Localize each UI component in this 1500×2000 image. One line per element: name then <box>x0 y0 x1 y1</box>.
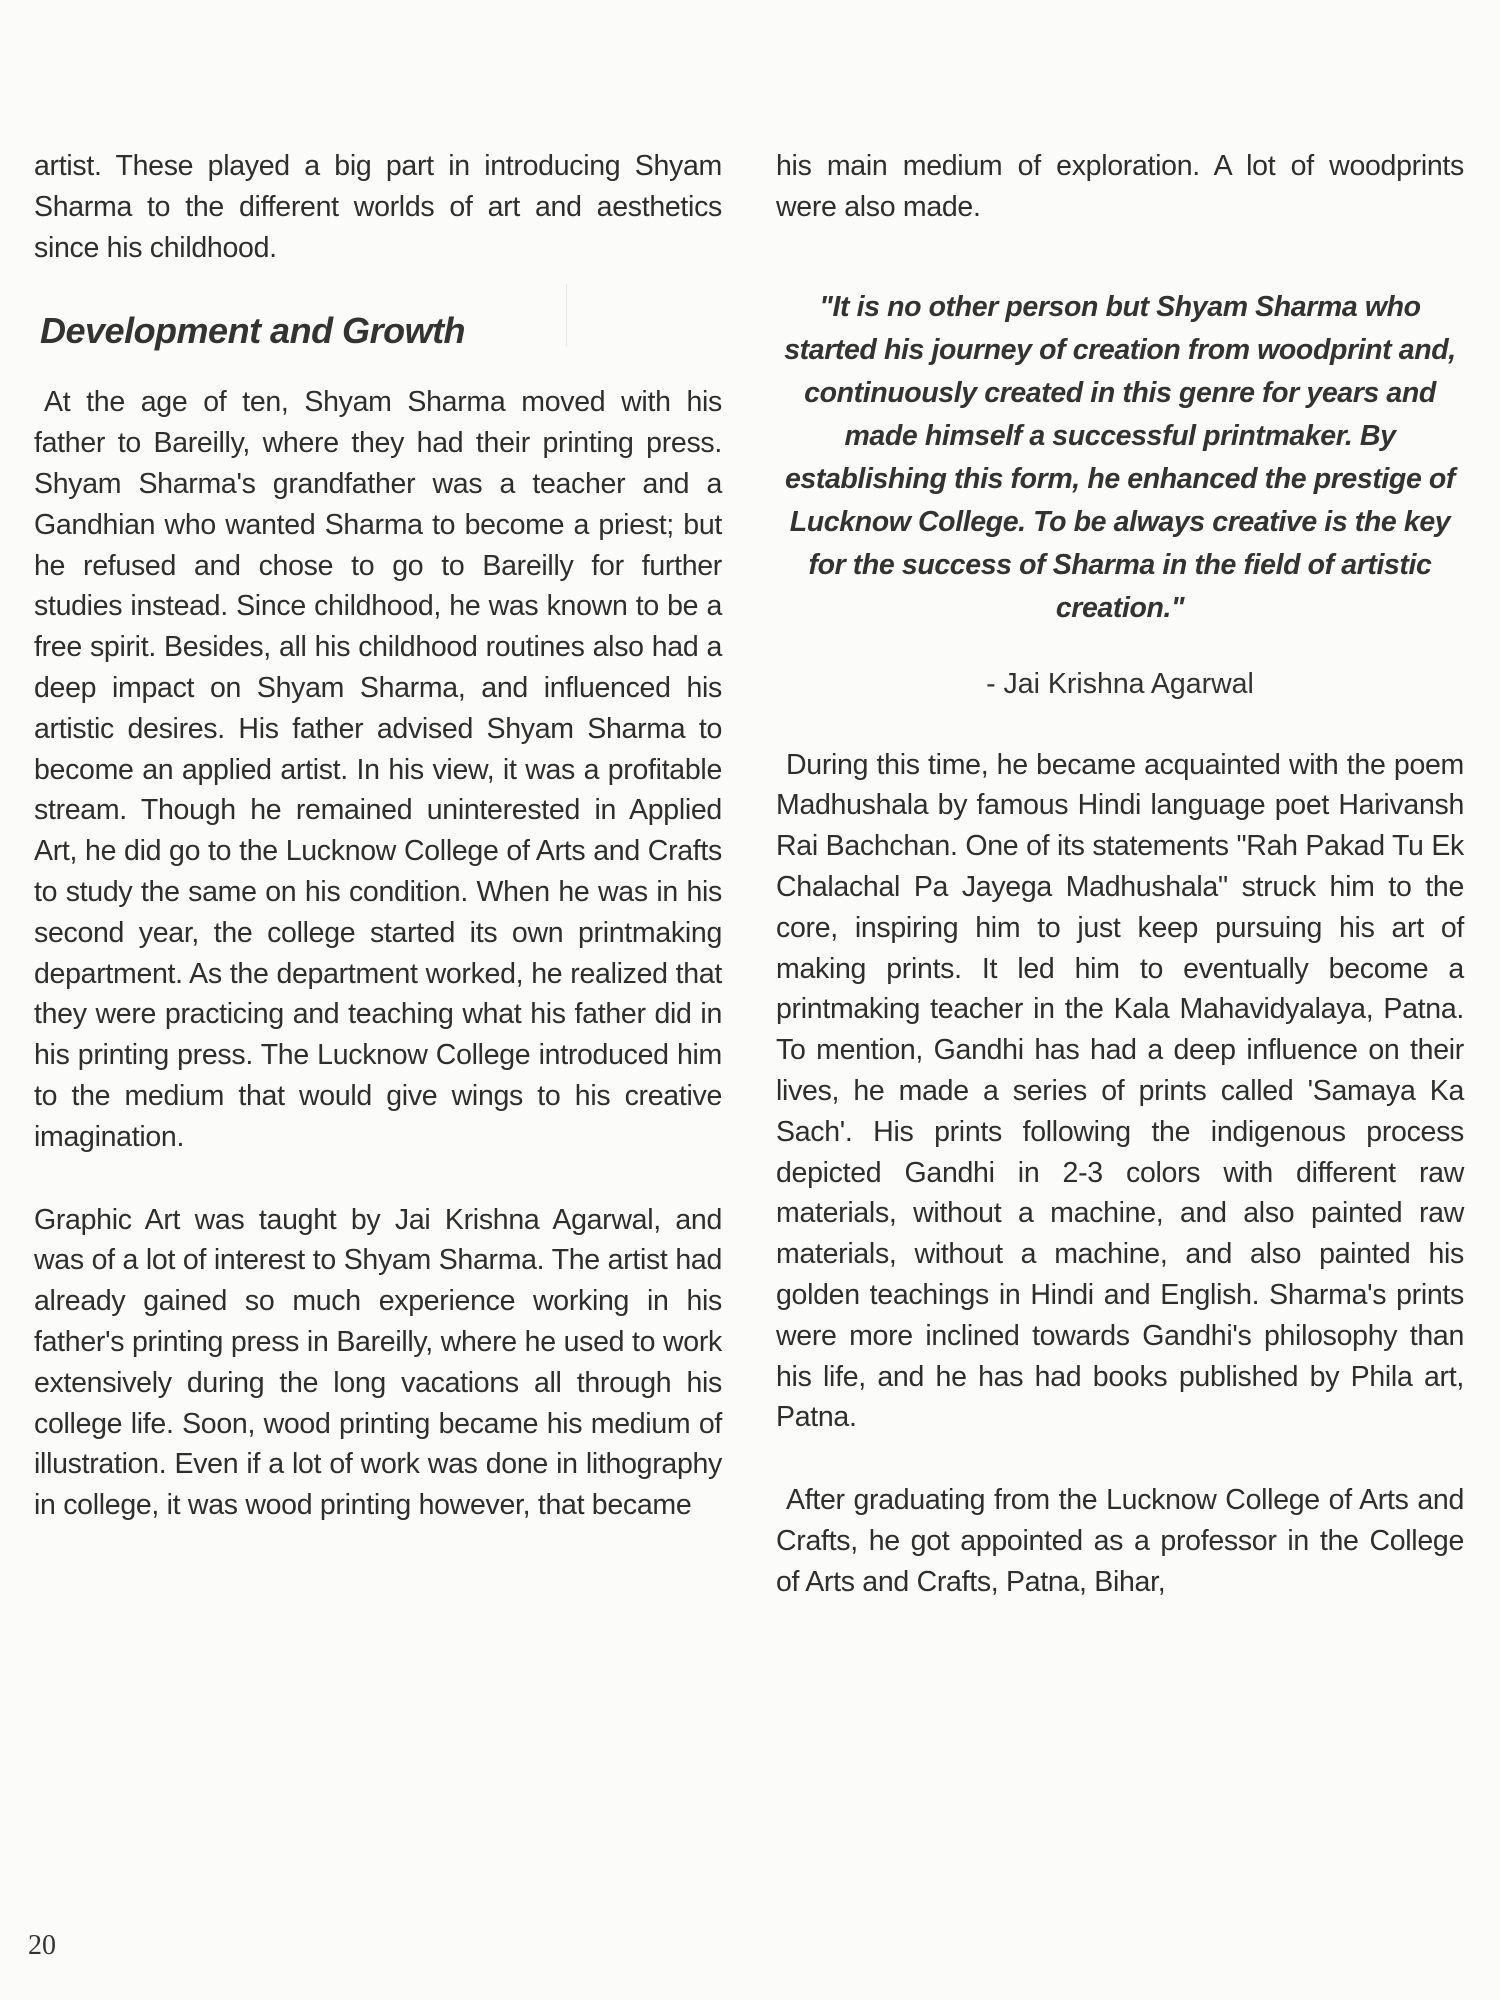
paragraph-gap <box>34 1158 722 1200</box>
body-paragraph: After graduating from the Lucknow College of Arts and Crafts, he got appointed as a professor in the College of Arts and Crafts, Patna, Bihar, <box>776 1484 1464 1598</box>
left-column <box>34 146 722 1526</box>
body-paragraph: At the age of ten, Shyam Sharma moved with his father to Bareilly, where they had their printing press. Shyam Sharma's grandfather was a teacher and a Gandhian who wanted Sharma to become a priest; but he refused and chose to go to Bareilly for further studies instead. Since childhood, he was known to be a free spirit. Besides, all his childhood routines also had a deep impact on Shyam Sharma, and influenced his artistic desires. His father advised Shyam Sharma to become an applied artist. In his view, it was a profitable stream. Though he remained uninterested in Applied Art, he did go to the Lucknow College of Arts and Crafts to study the same on his condition. When he was in his second year, the college started its own printmaking department. As the department worked, he realized that they were practicing and teaching what his father did in his printing press. The Lucknow College introduced him to the medium that would give wings to his creative imagination. <box>34 386 722 1153</box>
continuation-paragraph: his main medium of exploration. A lot of woodprints were also made. <box>776 150 1464 223</box>
body-paragraph: Graphic Art was taught by Jai Krishna Agarwal, and was of a lot of interest to Shyam Sharma. The artist had already gained so much experience working in his father's printing press in Bareilly, where he used to work extensively during the long vacations all through his college life. Soon, wood printing became his medium of illustration. Even if a lot of work was done in lithography in college, it was wood printing however, that became <box>34 1203 722 1522</box>
quote-attribution: - Jai Krishna Agarwal <box>986 667 1254 700</box>
paragraph-gap <box>776 1438 1464 1480</box>
section-heading: Development and Growth <box>40 310 466 352</box>
right-column <box>776 146 1464 1603</box>
pull-quote: "It is no other person but Shyam Sharma who started his journey of creation from woodprint and, continuously created in this genre for years and made himself a successful printmaker. By establishing this form, he enhanced the prestige of Lucknow College. To be always creative is the key for the success of Sharma in the field of artistic creation." <box>784 290 1456 624</box>
body-paragraph: During this time, he became acquainted with the poem Madhushala by famous Hindi language poet Harivansh Rai Bachchan. One of its statements "Rah Pakad Tu Ek Chalachal Pa Jayega Madhushala" struck him to the core, inspiring him to just keep pursuing his art of making prints. It led him to eventually become a printmaking teacher in the Kala Mahavidyalaya, Patna. To mention, Gandhi has had a deep influence on their lives, he made a series of prints called 'Samaya Ka Sach'. His prints following the indigenous process depicted Gandhi in 2-3 colors with different raw materials, without a machine, and also painted raw materials, without a machine, and also painted his golden teachings in Hindi and English. Sharma's prints were more inclined towards Gandhi's philosophy than his life, and he has had books published by Phila art, Patna. <box>776 748 1464 1434</box>
intro-paragraph: artist. These played a big part in introducing Shyam Sharma to the different worlds of art and aesthetics since his childhood. <box>34 150 722 264</box>
page-number: 20 <box>28 1930 56 1961</box>
